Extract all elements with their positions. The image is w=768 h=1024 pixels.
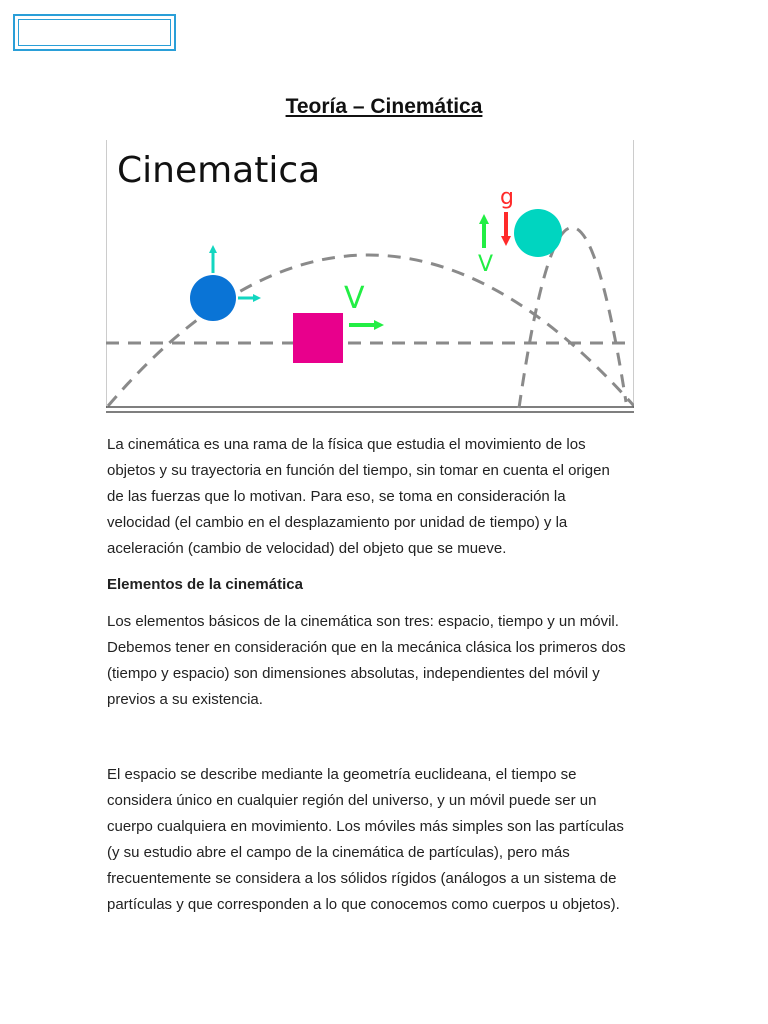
velocity-label: V — [344, 281, 365, 316]
paragraph-line: El espacio se describe mediante la geometría euclideana, el tiempo se — [107, 766, 577, 783]
paragraph-space — [107, 762, 667, 918]
paragraph-line: Los elementos básicos de la cinemática son tres: espacio, tiempo y un móvil. — [107, 613, 619, 630]
cyan-ball — [514, 209, 562, 257]
paragraph-line: objetos y su trayectoria en función del tiempo, sin tomar en cuenta el origen — [107, 462, 610, 479]
document-title: Teoría – Cinemática — [285, 95, 483, 118]
paragraph-line: velocidad (el cambio en el desplazamiento por unidad de tiempo) y la — [107, 514, 568, 531]
cinematica-illustration — [106, 140, 634, 414]
vertical-velocity-label: V — [478, 252, 494, 277]
paragraph-line: Debemos tener en consideración que en la mecánica clásica los primeros dos — [107, 639, 626, 656]
header-frame-inner — [18, 19, 171, 46]
blue-ball — [190, 275, 236, 321]
gravity-label: g — [500, 185, 514, 210]
paragraph-line: (tiempo y espacio) son dimensiones absolutas, independientes del móvil y — [107, 665, 600, 682]
paragraph-line: partículas y que corresponden a lo que conocemos como cuerpos u objetos). — [107, 896, 620, 913]
illustration-label: Cinematica — [117, 150, 321, 191]
paragraph-line: aceleración (cambio de velocidad) del objeto que se mueve. — [107, 540, 507, 557]
illustration-svg — [106, 140, 634, 414]
parabola-dashed-path — [108, 255, 634, 406]
paragraph-line: considera único en cualquier región del universo, y un móvil puede ser un — [107, 792, 597, 809]
magenta-block — [293, 313, 343, 363]
paragraph-line: cuerpo cualquiera en movimiento. Los móviles más simples son las partículas — [107, 818, 624, 835]
section-heading: Elementos de la cinemática — [107, 576, 303, 593]
paragraph-line: de las fuerzas que lo motivan. Para eso, se toma en consideración la — [107, 488, 566, 505]
paragraph-line: previos a su existencia. — [107, 691, 263, 708]
paragraph-elements — [107, 609, 667, 713]
paragraph-intro — [107, 432, 667, 562]
paragraph-line: (y su estudio abre el campo de la cinemática de partículas), pero más — [107, 844, 570, 861]
paragraph-line: La cinemática es una rama de la física que estudia el movimiento de los — [107, 436, 586, 453]
header-frame — [13, 14, 176, 51]
paragraph-line: frecuentemente se considera a los sólidos rígidos (análogos a un sistema de — [107, 870, 617, 887]
